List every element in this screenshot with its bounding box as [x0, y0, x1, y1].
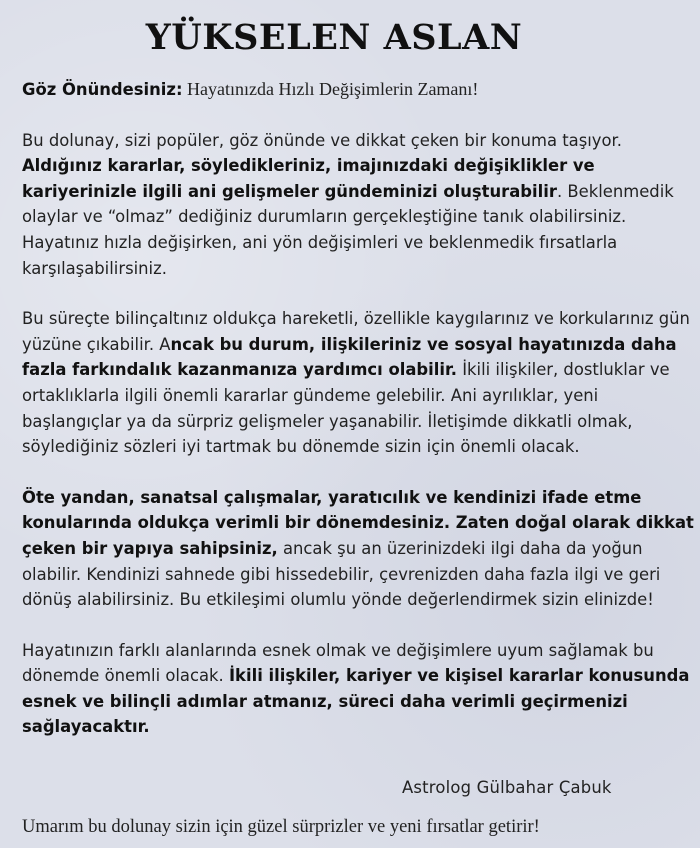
paragraph-2-text-a: Bu süreçte bilinçaltınız oldukça hareketli, özellikle kaygılarınız ve korkularınız gün yüzüne çıkabilir. A [22, 309, 690, 354]
closing-line: Umarım bu dolunay sizin için güzel sürprizler ve yeni fırsatlar getirir! [22, 817, 540, 837]
intro-line [22, 77, 694, 103]
paragraph-2-bold: ncak bu durum, ilişkileriniz ve sosyal hayatınızda daha fazla farkındalık kazanmanıza yardımcı olabilir. [22, 334, 677, 380]
paragraph-2-text-b: İkili ilişkiler, dostluklar ve ortaklıklarla ilgili önemli kararlar gündeme gelebilir. Ani ayrılıklar, yeni başlangıçlar ya da sürpriz gelişmeler yaşanabilir. İletişimde dikkatli olmak, söylediğiniz sözleri iyi tartmak bu dönemde sizin için önemli olacak. [22, 360, 670, 457]
paragraph-2 [22, 306, 694, 460]
paragraph-1-text-b: . Beklenmedik olaylar ve “olmaz” dediğiniz durumların gerçekleştiğine tanık olabilirsiniz. Hayatınız hızla değişirken, ani yön değişimleri ve beklenmedik fırsatlarla karşılaşabilirsiniz. [22, 181, 674, 278]
article-body [22, 77, 694, 740]
intro-label: Göz Önündesiniz: [22, 80, 183, 99]
paragraph-3-bold: te yandan, sanatsal çalışmalar, yaratıcılık ve kendinizi ifade etme konularında oldukça verimli bir dönemdesiniz. Zaten doğal olarak dikkat çeken bir yapıya sahipsiniz, [22, 487, 694, 558]
paragraph-3-initial: Ö [22, 487, 36, 507]
paragraph-gap [22, 460, 694, 485]
paragraph-1-text-a: Bu dolunay, sizi popüler, göz önünde ve dikkat çeken bir konuma taşıyor. [22, 130, 622, 150]
intro-text: Hayatınızda Hızlı Değişimlerin Zamanı! [182, 79, 479, 99]
paragraph-3 [22, 485, 694, 613]
paragraph-1-bold: Aldığınız kararlar, söyledikleriniz, imajınızdaki değişiklikler ve kariyerinizle ilgili ani gelişmeler gündeminizi oluşturabilir [22, 156, 595, 201]
paragraph-1 [22, 128, 694, 282]
author-signature: Astrolog Gülbahar Çabuk [402, 778, 612, 797]
paragraph-gap [22, 103, 694, 128]
paragraph-3-text: ancak şu an üzerinizdeki ilgi daha da yoğun olabilir. Kendinizi sahnede gibi hissedebilir, çevrenizden daha fazla ilgi ve geri dönüş alabilirsiniz. Bu etkileşimi olumlu yönde değerlendirmek sizin elinizde! [22, 538, 661, 610]
paragraph-4-bold: İkili ilişkiler, kariyer ve kişisel kararlar konusunda esnek ve bilinçli adımlar atmanız, süreci daha verimli geçirmenizi sağlayacaktır. [22, 666, 690, 737]
paragraph-4 [22, 638, 694, 740]
page-title: YÜKSELEN ASLAN [145, 17, 523, 58]
paragraph-gap [22, 613, 694, 638]
paragraph-4-text: Hayatınızın farklı alanlarında esnek olmak ve değişimlere uyum sağlamak bu dönemde önemli olacak. [22, 640, 654, 686]
paragraph-gap [22, 281, 694, 306]
